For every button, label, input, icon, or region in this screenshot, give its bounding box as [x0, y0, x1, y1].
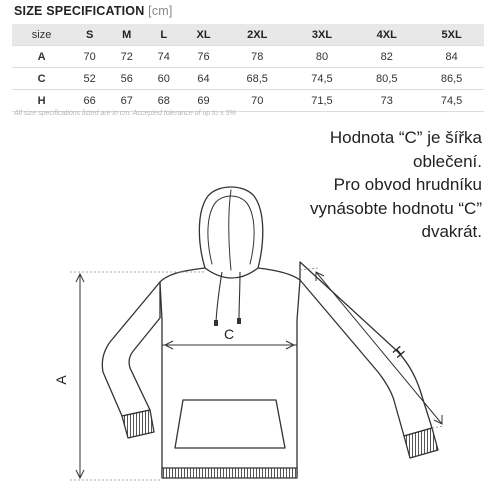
table-cell: 84 — [419, 46, 484, 68]
title-unit: [cm] — [148, 4, 173, 18]
table-cell: 76 — [182, 46, 225, 68]
table-cell: 69 — [197, 94, 210, 107]
table-cell: 82 — [354, 46, 419, 68]
size-col-2xl: 2XL — [225, 24, 290, 46]
table-cell: 74,5 — [311, 72, 333, 85]
dimension-label-c: C — [223, 326, 235, 342]
table-cell: 67 — [120, 94, 133, 107]
size-col-4xl: 4XL — [354, 24, 419, 46]
table-cell: 64 — [197, 72, 210, 85]
table-cell: 72 — [108, 46, 145, 68]
table-cell: 71,5 — [311, 94, 333, 107]
description-line: vynásobte hodnotu “C” — [310, 198, 482, 218]
drawstring-tip-left — [214, 320, 218, 326]
table-cell: 68,5 — [246, 72, 268, 85]
table-cell: 74,5 — [440, 94, 463, 107]
size-col-m: M — [108, 24, 145, 46]
table-cell: 70 — [251, 94, 264, 107]
table-cell: 66 — [83, 94, 96, 107]
table-cell: 78 — [225, 46, 290, 68]
title-text: SIZE SPECIFICATION — [14, 4, 145, 18]
dimension-h-line — [316, 272, 442, 424]
waistband — [162, 468, 297, 478]
size-col-s: S — [71, 24, 108, 46]
description-line: Pro obvod hrudníku — [333, 175, 482, 194]
size-col-l: L — [145, 24, 182, 46]
row-label: A — [12, 46, 71, 68]
size-col-5xl: 5XL — [419, 24, 484, 46]
right-sleeve — [300, 262, 432, 436]
table-cell: 68 — [157, 94, 170, 107]
table-cell: 74 — [145, 46, 182, 68]
drawstring-tip-right — [237, 318, 241, 324]
table-cell: 80,5 — [376, 72, 398, 85]
row-label: H — [37, 94, 46, 107]
table-cell: 60 — [157, 72, 170, 85]
description-line: dvakrát. — [421, 222, 482, 241]
table-cell: 86,5 — [440, 72, 463, 85]
left-sleeve — [102, 282, 160, 416]
hood — [199, 187, 262, 278]
kangaroo-pocket — [175, 400, 285, 448]
size-corner-label: size — [12, 24, 71, 46]
guide-h-bottom — [432, 426, 444, 428]
description-line: Hodnota “C” je šířka — [329, 128, 482, 147]
table-cell: 70 — [71, 46, 108, 68]
table-cell: 73 — [380, 94, 393, 107]
size-col-3xl: 3XL — [290, 24, 355, 46]
row-label: C — [37, 72, 46, 85]
dimension-label-a: A — [53, 375, 69, 385]
table-cell: 52 — [83, 72, 96, 85]
dimension-label-h: H — [389, 342, 409, 361]
table-cell: 56 — [120, 72, 133, 85]
description-line: oblečení. — [413, 151, 482, 171]
size-col-xl: XL — [182, 24, 225, 46]
table-cell: 80 — [290, 46, 355, 68]
tolerance-note: All size specifications listed are in cm. Accepted tolerance of up to ± 5% — [14, 110, 236, 117]
